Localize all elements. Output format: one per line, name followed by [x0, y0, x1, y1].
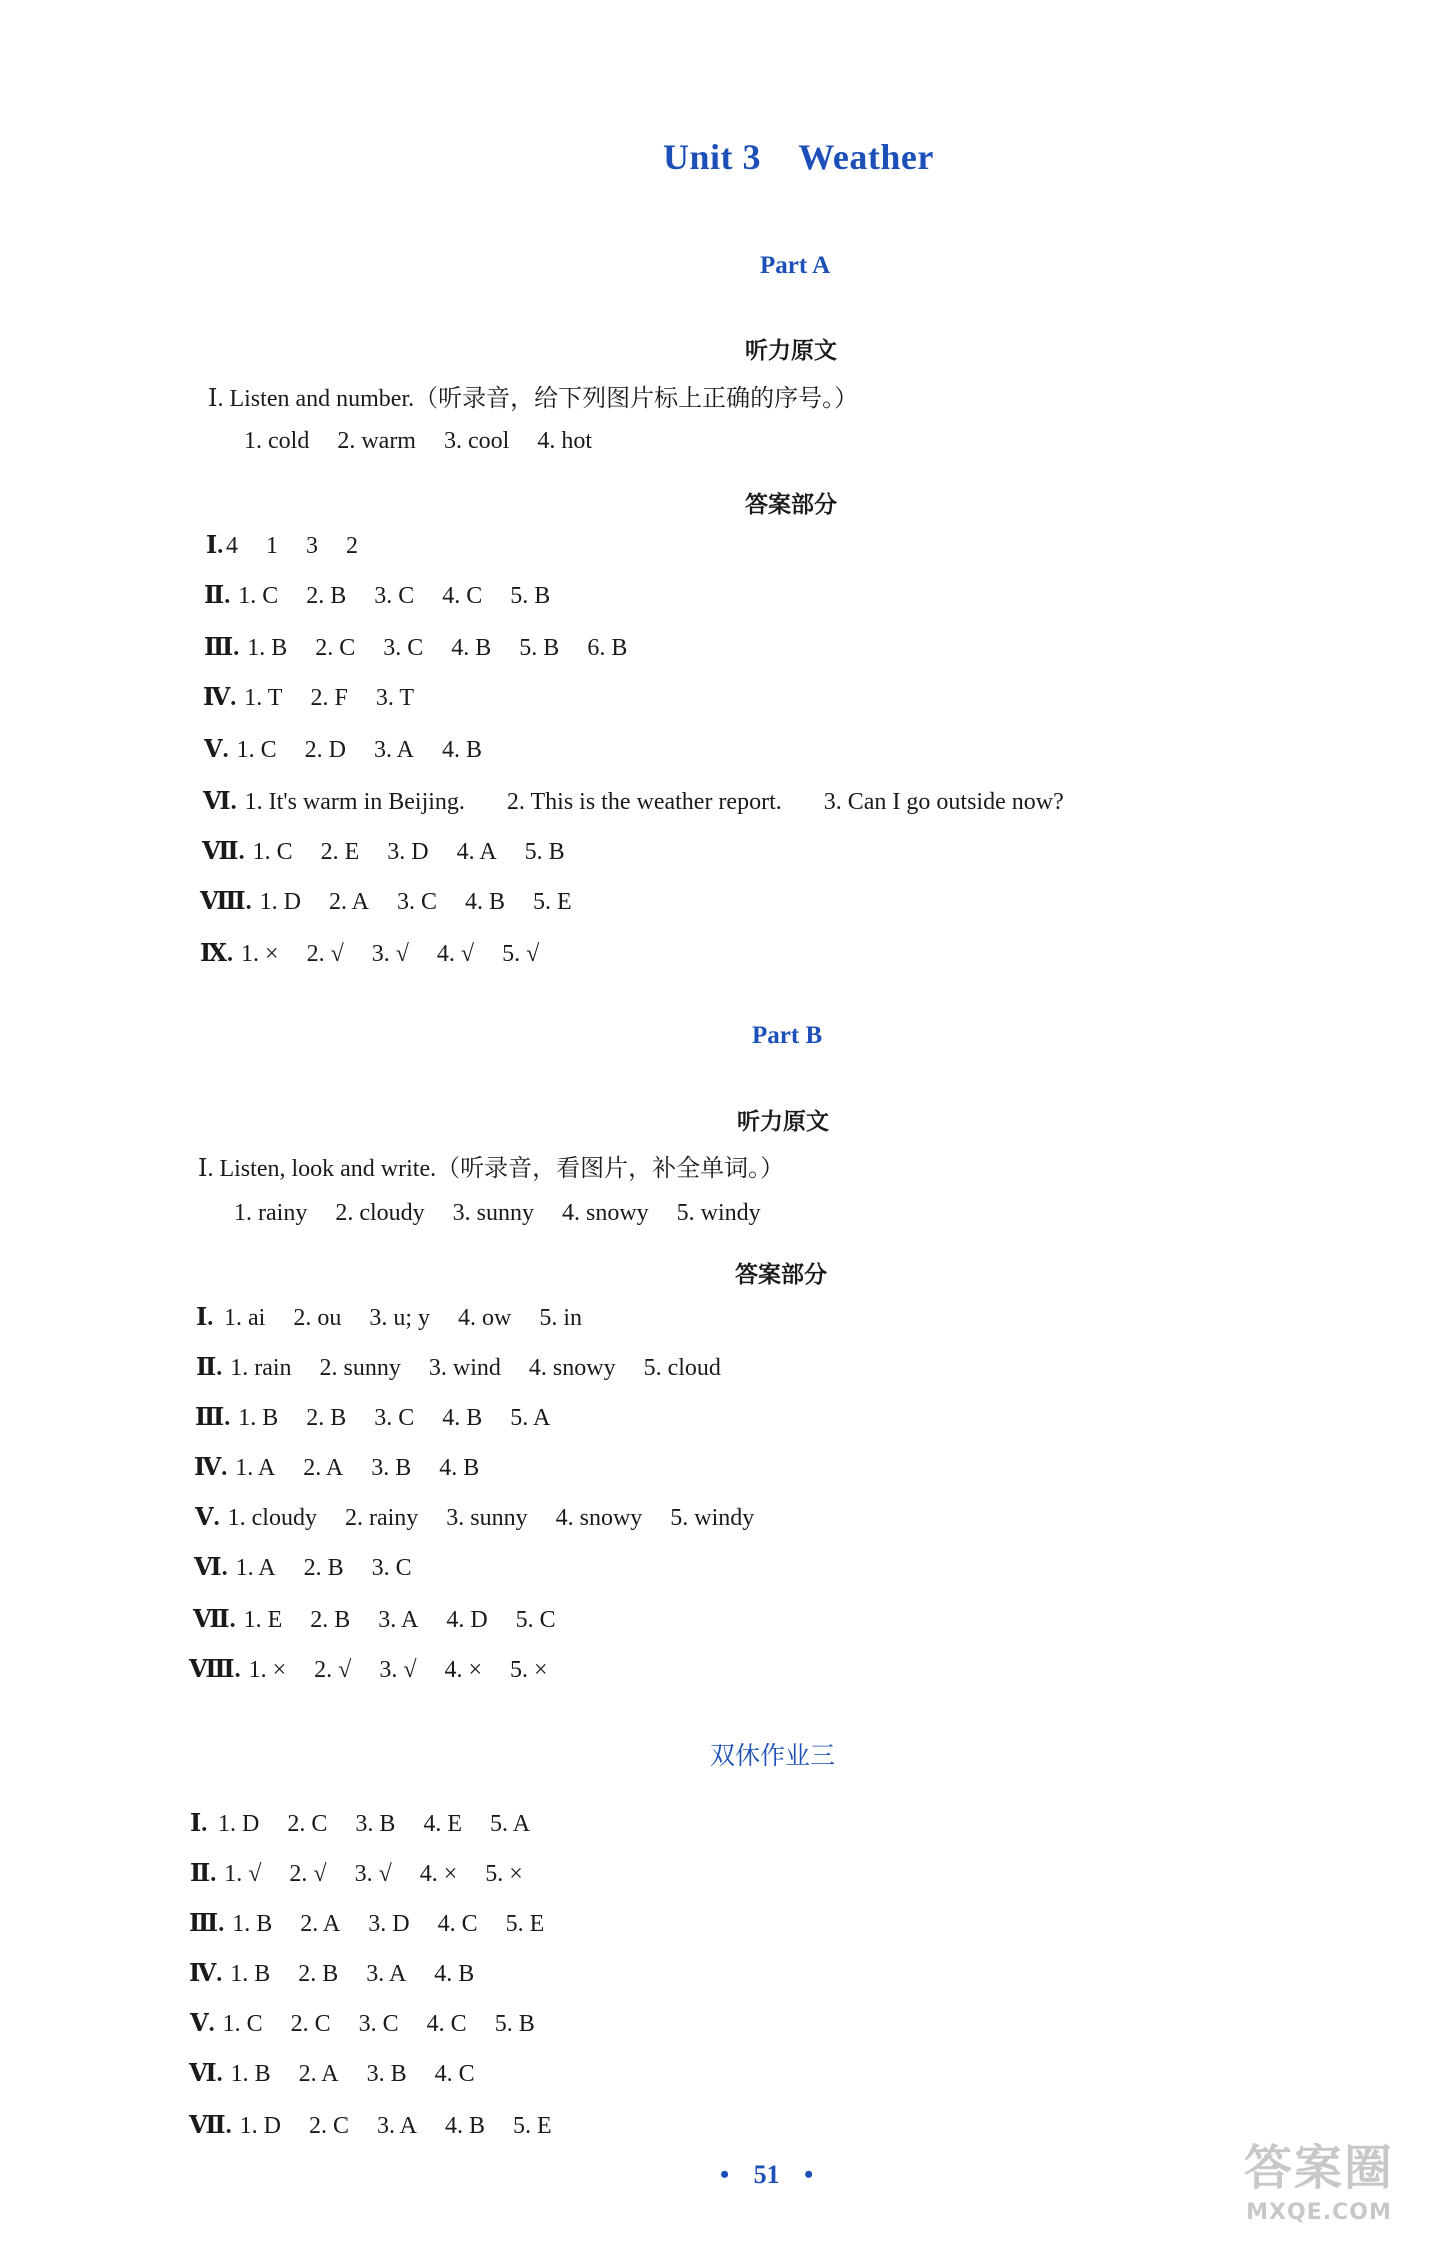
answer-row	[193, 1604, 556, 1634]
part-a-listening-heading: 听力原文	[745, 338, 837, 364]
answer-item: 3. T	[375, 685, 415, 711]
answer-item: 3. wind	[428, 1355, 501, 1381]
answer-row	[194, 1452, 479, 1482]
answer-item: 5. E	[533, 889, 572, 915]
answer-item: 1. B	[238, 1405, 279, 1431]
answer-item: 5. cloud	[643, 1355, 721, 1381]
answer-item: 3. u; y	[369, 1305, 430, 1331]
roman-numeral: Ⅲ.	[204, 635, 240, 661]
answer-row	[200, 938, 539, 968]
watermark-text: 答案圈	[1243, 2140, 1394, 2196]
roman-numeral: Ⅷ.	[200, 889, 252, 915]
answer-item: 5. ×	[485, 1861, 523, 1887]
answer-item: 3. A	[376, 2113, 417, 2139]
answer-item: 4. B	[434, 1961, 475, 1987]
answer-item: 2. E	[320, 839, 360, 865]
answer-item: 4. B	[464, 889, 505, 915]
roman-numeral: Ⅶ.	[193, 1607, 236, 1633]
answer-item: 3. B	[371, 1455, 412, 1481]
answer-item: 3. C	[371, 1555, 412, 1581]
roman-numeral: Ⅱ.	[196, 1355, 223, 1381]
roman-numeral: Ⅰ.	[190, 1811, 208, 1837]
answer-item: 4	[226, 533, 238, 559]
answer-item: 4. C	[434, 2061, 475, 2087]
answer-item: 2. √	[289, 1861, 327, 1887]
answer-row	[194, 1552, 412, 1582]
page-title: Unit 3 Weather	[663, 137, 934, 177]
answer-item: 4. A	[456, 839, 497, 865]
listening-item: 3. cool	[443, 428, 510, 454]
answer-row	[204, 632, 627, 662]
listening-item: 1. rainy	[234, 1200, 308, 1226]
answer-item: 1. D	[239, 2113, 281, 2139]
roman-numeral: Ⅴ.	[204, 737, 229, 763]
answer-item: 4. B	[444, 2113, 485, 2139]
roman-numeral: Ⅲ.	[189, 1911, 225, 1937]
part-b-listening-heading: 听力原文	[737, 1109, 829, 1135]
part-b-instruction: Ⅰ. Listen, look and write.（听录音，看图片，补全单词。）	[198, 1156, 785, 1182]
listening-item: 5. windy	[676, 1200, 761, 1226]
answer-item: 3. C	[374, 1405, 415, 1431]
roman-numeral: Ⅵ.	[194, 1555, 228, 1581]
answer-row	[189, 1958, 474, 1988]
answer-item: 5. A	[490, 1811, 531, 1837]
answer-item: 3. C	[383, 635, 424, 661]
roman-numeral: Ⅷ.	[189, 1657, 241, 1683]
answer-item: 1	[266, 533, 278, 559]
answer-item: 4. C	[426, 2011, 467, 2037]
answer-row	[204, 580, 550, 610]
answer-item: 4. √	[436, 941, 475, 967]
answer-row	[189, 1908, 544, 1938]
answer-item: 4. B	[451, 635, 492, 661]
answer-item: 4. B	[442, 1405, 483, 1431]
part-b-heading: Part B	[752, 1022, 823, 1049]
answer-item: 3	[306, 533, 318, 559]
listening-item: 4. hot	[537, 428, 592, 454]
answer-item: 3. D	[387, 839, 429, 865]
watermark-url: MXQE.COM	[1246, 2200, 1392, 2225]
answer-item: 5. √	[502, 941, 540, 967]
answer-item: 1. B	[247, 635, 288, 661]
answer-row	[202, 836, 565, 866]
answer-item: 3. C	[396, 889, 437, 915]
roman-numeral: Ⅲ.	[195, 1405, 231, 1431]
answer-item: 1. B	[232, 1911, 273, 1937]
part-a-listening-items	[244, 428, 592, 455]
answer-item: 2. rainy	[344, 1505, 419, 1531]
page-number-dot-left: •	[720, 2160, 730, 2189]
answer-item: 4. B	[439, 1455, 480, 1481]
answer-item: 1. C	[222, 2011, 263, 2037]
answer-item: 3. √	[379, 1657, 417, 1683]
answer-item: 4. B	[442, 737, 483, 763]
answer-item: 5. C	[515, 1607, 556, 1633]
roman-numeral: Ⅵ.	[189, 2061, 223, 2087]
answer-item: 4. C	[442, 583, 483, 609]
part-b-answers-heading: 答案部分	[735, 1262, 827, 1288]
answer-item: 1. cloudy	[227, 1505, 317, 1531]
roman-numeral: Ⅴ.	[195, 1505, 220, 1531]
part-a-heading: Part A	[760, 252, 831, 279]
answer-item: 1. C	[236, 737, 277, 763]
answer-row	[195, 1502, 754, 1532]
answer-row	[190, 2008, 535, 2038]
homework-heading: 双休作业三	[710, 1741, 836, 1770]
answer-item: 5. E	[513, 2113, 552, 2139]
answer-item: 6. B	[587, 635, 628, 661]
answer-item: 1. ×	[241, 941, 279, 967]
answer-row	[203, 786, 1064, 816]
answer-item: 5. A	[510, 1405, 551, 1431]
answer-item: 2. A	[300, 1911, 341, 1937]
answer-item: 3. A	[378, 1607, 419, 1633]
answer-item: 1. A	[235, 1455, 276, 1481]
answer-item: 2. C	[290, 2011, 331, 2037]
roman-numeral: Ⅳ.	[203, 685, 237, 711]
answer-row	[189, 2110, 552, 2140]
roman-numeral: Ⅸ.	[200, 941, 234, 967]
answer-item: 5. in	[539, 1305, 583, 1331]
listening-item: 2. warm	[337, 428, 416, 454]
listening-item: 4. snowy	[561, 1200, 649, 1226]
answer-item: 4. E	[423, 1811, 463, 1837]
answer-row	[206, 530, 358, 560]
answer-row	[196, 1302, 582, 1332]
answer-item: 2. C	[287, 1811, 328, 1837]
answer-item: 5. B	[510, 583, 551, 609]
answer-item: 4. D	[446, 1607, 488, 1633]
answer-item: 4. ×	[444, 1657, 483, 1683]
answer-item: 2. √	[314, 1657, 352, 1683]
answer-item: 2. √	[306, 941, 344, 967]
answer-row	[190, 1808, 530, 1838]
answer-row	[190, 1858, 523, 1888]
answer-item: 1. It's warm in Beijing.	[244, 789, 465, 815]
answer-item: 1. rain	[230, 1355, 292, 1381]
answer-item: 1. E	[243, 1607, 283, 1633]
page-number-value: 51	[753, 2160, 780, 2189]
answer-item: 5. windy	[670, 1505, 755, 1531]
listening-item: 2. cloudy	[335, 1200, 425, 1226]
answer-item: 4. ow	[458, 1305, 512, 1331]
answer-item: 1. D	[218, 1811, 260, 1837]
answer-item: 4. snowy	[528, 1355, 616, 1381]
answer-item: 3. √	[354, 1861, 392, 1887]
answer-item: 1. ai	[224, 1305, 266, 1331]
answer-item: 3. B	[366, 2061, 407, 2087]
answer-item: 3. D	[368, 1911, 410, 1937]
answer-item: 2. D	[304, 737, 346, 763]
answer-item: 5. B	[519, 635, 560, 661]
roman-numeral: Ⅱ.	[204, 583, 231, 609]
answer-item: 2. A	[328, 889, 369, 915]
answer-item: 1. D	[259, 889, 301, 915]
roman-numeral: Ⅰ.	[206, 533, 224, 559]
answer-item: 2. B	[306, 583, 347, 609]
answer-item: 5. B	[494, 2011, 535, 2037]
roman-numeral: Ⅶ.	[189, 2113, 232, 2139]
roman-numeral: Ⅳ.	[189, 1961, 223, 1987]
answer-item: 2. A	[298, 2061, 339, 2087]
answer-item: 5. B	[524, 839, 565, 865]
watermark-logo	[1194, 2136, 1444, 2256]
answer-item: 1. √	[224, 1861, 262, 1887]
answer-item: 2	[346, 533, 358, 559]
answer-item: 1. C	[252, 839, 293, 865]
answer-item: 4. ×	[419, 1861, 458, 1887]
answer-item: 2. A	[303, 1455, 344, 1481]
answer-item: 3. C	[374, 583, 415, 609]
answer-item: 2. This is the weather report.	[506, 789, 782, 815]
part-a-instruction: Ⅰ. Listen and number.（听录音，给下列图片标上正确的序号。）	[208, 386, 859, 412]
answer-item: 1. A	[235, 1555, 276, 1581]
roman-numeral: Ⅳ.	[194, 1455, 228, 1481]
answer-item: 3. C	[358, 2011, 399, 2037]
answer-item: 2. C	[315, 635, 356, 661]
roman-numeral: Ⅴ.	[190, 2011, 215, 2037]
page-number-dot-right: •	[804, 2160, 814, 2189]
answer-row	[196, 1352, 721, 1382]
answer-item: 1. C	[238, 583, 279, 609]
roman-numeral: Ⅰ.	[196, 1305, 214, 1331]
answer-item: 2. sunny	[319, 1355, 401, 1381]
answer-item: 1. ×	[248, 1657, 287, 1683]
answer-item: 3. A	[366, 1961, 407, 1987]
answer-item: 3. sunny	[446, 1505, 528, 1531]
answer-row	[204, 734, 482, 764]
answer-item: 4. C	[437, 1911, 478, 1937]
answer-item: 3. B	[355, 1811, 396, 1837]
roman-numeral: Ⅶ.	[202, 839, 245, 865]
part-a-answers-heading: 答案部分	[745, 492, 837, 518]
answer-item: 1. B	[230, 2061, 271, 2087]
page-number	[720, 2160, 813, 2190]
answer-item: 2. C	[308, 2113, 349, 2139]
part-b-listening-items	[234, 1200, 761, 1227]
answer-row	[200, 886, 572, 916]
listening-item: 1. cold	[244, 428, 310, 454]
answer-item: 1. T	[244, 685, 283, 711]
answer-item: 4. snowy	[555, 1505, 643, 1531]
answer-item: 3. A	[373, 737, 414, 763]
answer-item: 3. √	[371, 941, 409, 967]
answer-item: 5. ×	[510, 1657, 548, 1683]
roman-numeral: Ⅵ.	[203, 789, 237, 815]
roman-numeral: Ⅱ.	[190, 1861, 217, 1887]
answer-item: 5. E	[505, 1911, 545, 1937]
answer-row	[203, 682, 414, 712]
answer-item: 2. ou	[293, 1305, 342, 1331]
answer-item: 3. Can I go outside now?	[823, 789, 1064, 815]
answer-item: 2. F	[310, 685, 348, 711]
answer-row	[195, 1402, 550, 1432]
answer-item: 2. B	[310, 1607, 351, 1633]
answer-item: 2. B	[306, 1405, 347, 1431]
answer-item: 2. B	[303, 1555, 344, 1581]
listening-item: 3. sunny	[452, 1200, 534, 1226]
answer-row	[189, 2058, 475, 2088]
answer-row	[189, 1654, 548, 1684]
answer-item: 2. B	[298, 1961, 339, 1987]
answer-item: 1. B	[230, 1961, 271, 1987]
